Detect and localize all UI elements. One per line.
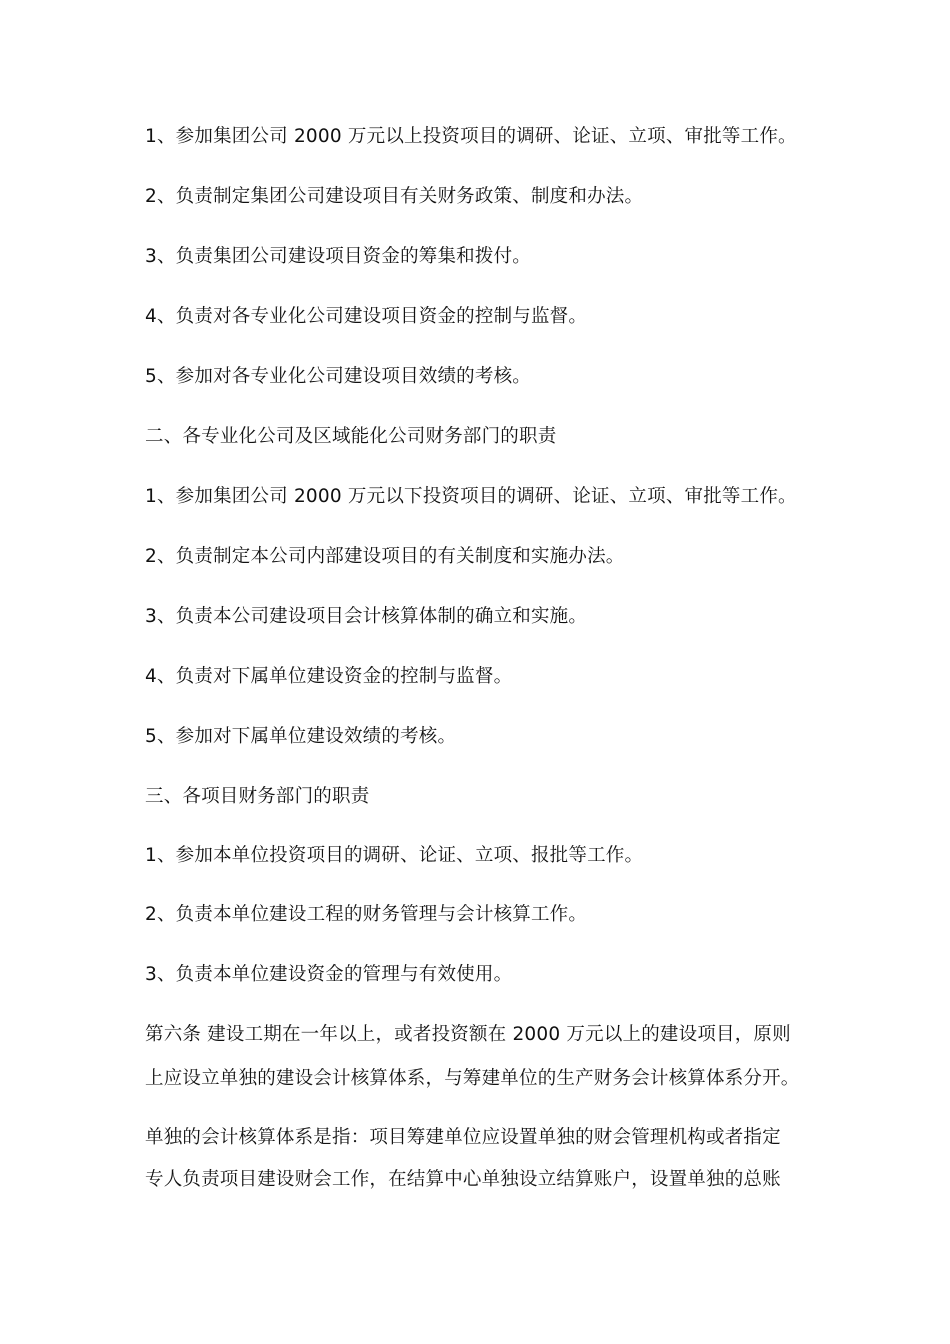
- definition-line-2: 专人负责项目建设财会工作，在结算中心单独设立结算账户，设置单独的总账: [145, 1169, 781, 1190]
- item-group-4: 4、负责对各专业化公司建设项目资金的控制与监督。: [145, 306, 588, 327]
- article-6-line-2: 上应设立单独的建设会计核算体系，与筹建单位的生产财务会计核算体系分开。: [145, 1068, 800, 1089]
- section-heading-3: 三、各项目财务部门的职责: [145, 786, 370, 807]
- item-subsidiary-4: 4、负责对下属单位建设资金的控制与监督。: [145, 666, 513, 687]
- section-heading-2: 二、各专业化公司及区域能化公司财务部门的职责: [145, 426, 557, 447]
- item-group-2: 2、负责制定集团公司建设项目有关财务政策、制度和办法。: [145, 186, 644, 207]
- article-6-line-1: 第六条 建设工期在一年以上，或者投资额在 2000 万元以上的建设项目，原则: [145, 1024, 791, 1045]
- item-group-5: 5、参加对各专业化公司建设项目效绩的考核。: [145, 366, 531, 387]
- item-project-1: 1、参加本单位投资项目的调研、论证、立项、报批等工作。: [145, 845, 644, 866]
- item-project-3: 3、负责本单位建设资金的管理与有效使用。: [145, 964, 513, 985]
- item-subsidiary-3: 3、负责本公司建设项目会计核算体制的确立和实施。: [145, 606, 588, 627]
- item-group-1: 1、参加集团公司 2000 万元以上投资项目的调研、论证、立项、审批等工作。: [145, 126, 797, 147]
- definition-line-1: 单独的会计核算体系是指：项目筹建单位应设置单独的财会管理机构或者指定: [145, 1127, 781, 1148]
- item-project-2: 2、负责本单位建设工程的财务管理与会计核算工作。: [145, 904, 588, 925]
- item-group-3: 3、负责集团公司建设项目资金的筹集和拨付。: [145, 246, 531, 267]
- item-subsidiary-5: 5、参加对下属单位建设效绩的考核。: [145, 726, 457, 747]
- item-subsidiary-2: 2、负责制定本公司内部建设项目的有关制度和实施办法。: [145, 546, 625, 567]
- item-subsidiary-1: 1、参加集团公司 2000 万元以下投资项目的调研、论证、立项、审批等工作。: [145, 486, 797, 507]
